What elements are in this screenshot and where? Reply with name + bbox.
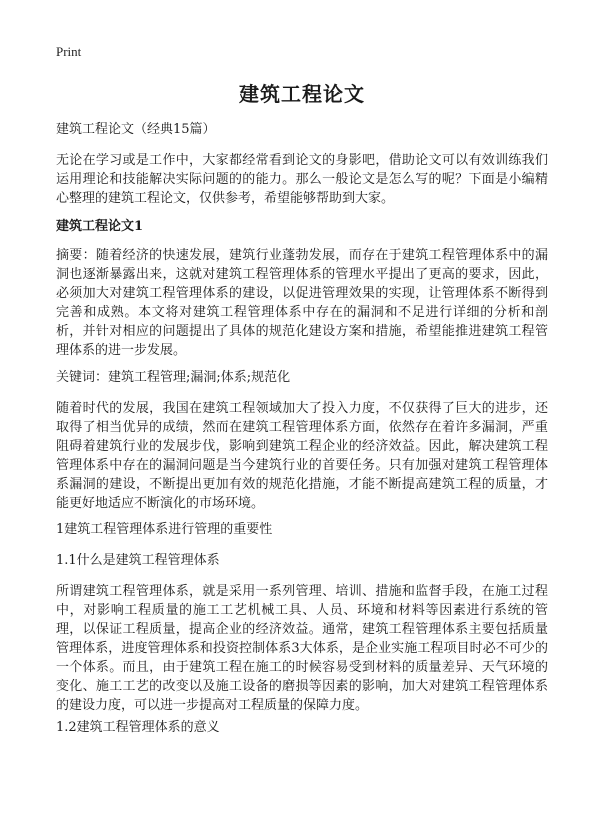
section-heading: 建筑工程论文1 (56, 219, 144, 234)
document-subtitle: 建筑工程论文（经典15篇） (56, 122, 216, 137)
print-link[interactable]: Print (56, 44, 82, 59)
abstract-paragraph: 摘要：随着经济的快速发展，建筑行业蓬勃发展，而存在于建筑工程管理体系中的漏洞也逐渐暴露出来，这就对建筑工程管理体系的管理水平提出了更高的要求，因此，必须加大对建筑工程管理体系的建设，以促进管理效果的实现，让管理体系不断得到完善和成熟。本文将对建筑工程管理体系中存在的漏洞和不足进行详细的分析和剖析，并针对相应的问题提出了具体的规范化建设方案和措施，希望能推进建筑工程管理体系的进一步发展。 (56, 248, 548, 358)
body-paragraph: 随着时代的发展，我国在建筑工程领域加大了投入力度，不仅获得了巨大的进步，还取得了相当优异的成绩，然而在建筑工程管理体系方面，依然存在着许多漏洞，严重阻碍着建筑行业的发展步伐，影响到建筑工程企业的经济效益。因此，解决建筑工程管理体系中存在的漏洞问题是当今建筑行业的首要任务。只有加强对建筑工程管理体系漏洞的建设，不断提出更加有效的规范化措施，才能不断提高建筑工程的质量，才能更好地适应不断演化的市场环境。 (56, 401, 548, 511)
page-title: 建筑工程论文 (239, 82, 365, 106)
body-paragraph: 所谓建筑工程管理体系，就是采用一系列管理、培训、措施和监督手段，在施工过程中，对影响工程质量的施工工艺机械工具、人员、环境和材料等因素进行系统的管理，以保证工程质量，提高企业的经济效益。通常，建筑工程管理体系主要包括质量管理体系，进度管理体系和投资控制体系3大体系，是企业实施工程项目时必不可少的一个体系。而且，由于建筑工程在施工的时候容易受到材料的质量差异、天气环境的变化、施工工艺的改变以及施工设备的磨损等因素的影响，加大对建筑工程管理体系的建设力度，可以进一步提高对工程质量的保障力度。 (56, 584, 548, 713)
subsection-heading: 1建筑工程管理体系进行管理的重要性 (56, 522, 273, 537)
subsection-heading: 1.2建筑工程管理体系的意义 (56, 720, 220, 735)
subsection-heading: 1.1什么是建筑工程管理体系 (56, 553, 220, 568)
intro-paragraph: 无论在学习或是工作中，大家都经常看到论文的身影吧，借助论文可以有效训练我们运用理论和技能解决实际问题的的能力。那么一般论文是怎么写的呢？下面是小编精心整理的建筑工程论文，仅供参考，希望能够帮助到大家。 (56, 153, 548, 206)
keywords-line: 关键词：建筑工程管理;漏洞;体系;规范化 (56, 370, 291, 385)
